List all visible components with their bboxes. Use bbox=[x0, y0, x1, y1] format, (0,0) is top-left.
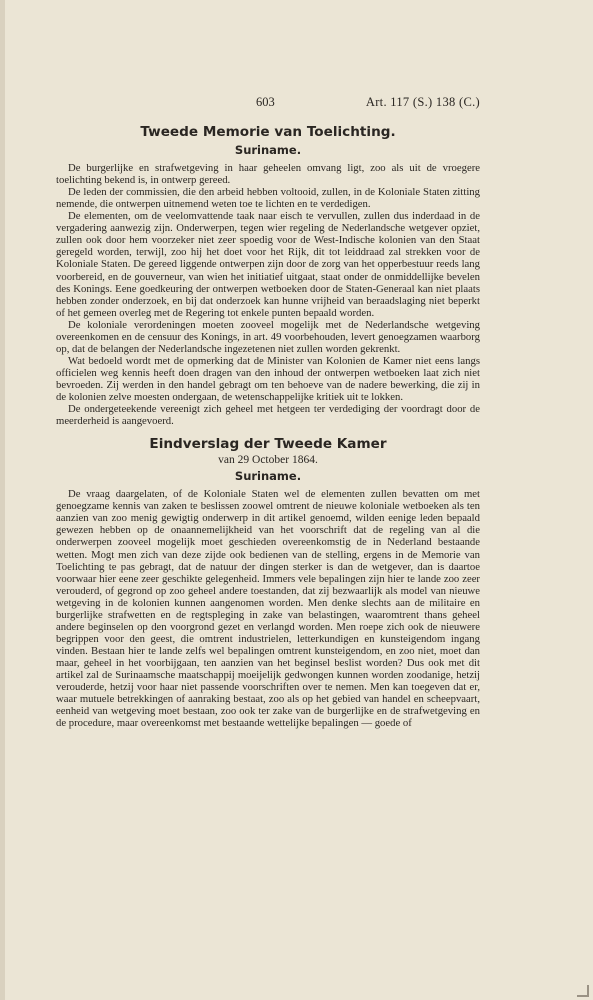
running-header bbox=[56, 95, 480, 111]
section2-title: Eindverslag der Tweede Kamer bbox=[149, 436, 387, 453]
section2-subtitle: Suriname. bbox=[234, 469, 302, 484]
paragraph: De ondergeteekende vereenigt zich geheel met hetgeen ter verdediging der voordragt door de meerderheid is aangevoerd. bbox=[56, 403, 480, 428]
paragraph: De leden der commissien, die den arbeid hebben voltooid, zullen, in de Koloniale Staten zitting nemende, die ontwerpen uitnemend weten toe te lichten en te verdedigen. bbox=[56, 186, 480, 211]
section2-date: van 29 October 1864. bbox=[218, 454, 318, 467]
paragraph: De koloniale verordeningen moeten zooveel mogelijk met de Nederlandsche wetgeving overeenkomen en de censuur des Konings, in art. 49 voorbehouden, levert genoegzamen waarborg op, dat de belangen der Nederlandsche ingezetenen niet zullen worden gekrenkt. bbox=[56, 318, 480, 355]
article-reference: Art. 117 (S.) 138 (C.) bbox=[365, 95, 480, 109]
paragraph: Wat bedoeld wordt met de opmerking dat de Minister van Kolonien de Kamer niet eens langs officielen weg kennis heeft doen dragen van den inhoud der ontwerpen wetboeken laat zich niet bevroeden. Zij werden in den handel gebragt om ten behoeve van de nadere bewerking, die zij in de kolonien zelve moesten ondergaan, de wetenschappelijke kritiek uit te lokken. bbox=[56, 354, 480, 403]
paragraph: De elementen, om de veelomvattende taak naar eisch te vervullen, zullen dus inderdaad in de vergadering aanwezig zijn. Onderwerpen, tegen wier regeling de Nederlandsche wetgever opziet, zullen ook door hem voorzeker niet zeer spoedig voor de West-Indische kolonien van den Staat geregeld worden, terwijl, zoo hij het doet voor het Rijk, dit tot leiddraad zal strekken voor de Koloniale Staten. De gereed liggende ontwerpen zijn door de zorg van het opperbestuur reeds lang voorbereid, en de gouverneur, van wien het initiatief uitgaat, staat onder de onmiddellijke bevelen des Konings. Eene goedkeuring der ontwerpen wetboeken door de Staten-Generaal kan niet plaats hebben zonder onderzoek, en bij dat onderzoek kan hunne vrijheid van beraadslaging niet beperkt of het gemeen overleg met de Regering tot enkele punten bepaald worden. bbox=[56, 210, 480, 319]
page-number: 603 bbox=[256, 95, 275, 109]
section1-subtitle: Suriname. bbox=[234, 143, 302, 158]
page-content bbox=[56, 122, 480, 729]
page-corner-mark bbox=[577, 985, 589, 997]
paragraph: De burgerlijke en strafwetgeving in haar geheelen omvang ligt, zoo als uit de vroegere toelichting bekend is, in ontwerp gereed. bbox=[56, 162, 480, 187]
section1-title: Tweede Memorie van Toelichting. bbox=[140, 124, 396, 140]
paragraph: De vraag daargelaten, of de Koloniale Staten wel de elementen zullen bevatten om met genoegzame kennis van zaken te beslissen zoowel omtrent de nieuwe koloniale wetboeken als ten aanzien van zoo menig gewigtig onderwerp in dit artikel genoemd, wilden eenige leden bepaald gewezen hebben op de onaannemelijkheid van het voorschrift dat de regeling van al die onderwerpen zooveel mogelijk moet geschieden overeenkomstig de in Nederland bestaande wetten. Mogt men zich van deze zijde ook bedienen van de stelling, ergens in de Memorie van Toelichting te pas gebragt, dat de natuur der dingen sterker is dan de wetgever, dan is daartoe voorwaar hier eene zeer geschikte gelegenheid. Immers vele bepalingen zijn hier te lande zoo zeer verouderd, of gegrond op zoo geheel andere toestanden, dat zij bezwaarlijk als model van nieuwe wetgeving in de kolonien kunnen aangenomen worden. Men denke slechts aan de militaire en burgerlijke strafwetten en de regtspleging in zake van belastingen, waaromtrent thans geheel andere beginselen op den voorgrond gezet en verlangd worden. Men roepe zich ook de nieuwere begrippen voor den geest, die omtrent industrielen, letterkundigen en kunsteigendom ingang vinden. Bestaan hier te lande zelfs wel bepalingen omtrent kunsteigendom, en zoo niet, moet dan maar, geheel in het voorbijgaan, ten aanzien van het beginsel beslist worden? Dus ook met dit artikel zal de Surinaamsche maatschappij moeijelijk gedwongen kunnen worden zoodanige, hetzij verouderde, hetzij voor haar niet passende voorschriften over te nemen. Men kan toegeven dat er, waar mutuele betrekkingen of aanraking bestaat, zoo als op het gebied van handel en scheepvaart, eenheid van wetgeving moet bestaan, zoo ook ter zake van de burgerlijke en de strafwetgeving en de procedure, maar overeenkomst met bestaande wettelijke bepalingen — goede of bbox=[56, 488, 480, 730]
